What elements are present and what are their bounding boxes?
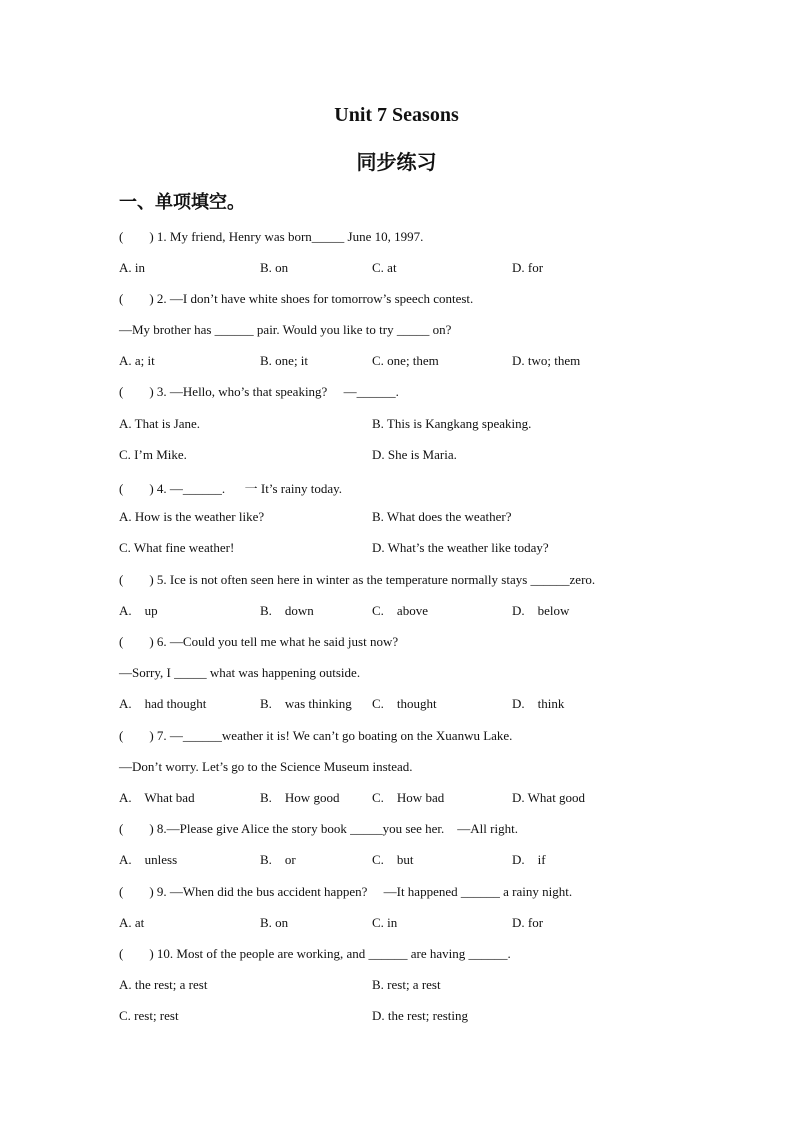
option-a: A. in (119, 260, 145, 275)
option-b: B. How good (260, 790, 340, 805)
option-c: C. I’m Mike. (119, 447, 187, 462)
option-b: B. down (260, 603, 314, 618)
question-stem: ( ) 7. —______weather it is! We can’t go boating on the Xuanwu Lake. (119, 728, 513, 743)
option-d: D. for (512, 260, 544, 275)
option-c: C. but (372, 852, 414, 867)
option-b: B. This is Kangkang speaking. (372, 416, 532, 431)
option-b: B. or (260, 852, 296, 867)
section-heading: 一、单项填空。 (119, 192, 245, 212)
option-d: D. for (512, 915, 544, 930)
option-c: C. one; them (372, 353, 439, 368)
option-c: C. at (372, 260, 397, 275)
page-subtitle: 同步练习 (356, 152, 437, 174)
option-b: B. rest; a rest (372, 977, 441, 992)
option-c: C. How bad (372, 790, 445, 805)
question-stem: ( ) 10. Most of the people are working, and ______ are having ______. (119, 946, 511, 961)
question-stem-line-2: —My brother has ______ pair. Would you like to try _____ on? (119, 322, 452, 337)
option-c: C. rest; rest (119, 1008, 179, 1023)
page-title: Unit 7 Seasons (334, 104, 459, 126)
option-a: A. the rest; a rest (119, 977, 208, 992)
option-b: B. was thinking (260, 696, 352, 711)
option-b: B. What does the weather? (372, 509, 512, 524)
option-a: A. unless (119, 852, 178, 867)
option-b: B. on (260, 260, 289, 275)
option-a: A. How is the weather like? (119, 509, 265, 524)
question-stem: ( ) 3. —Hello, who’s that speaking? —______. (119, 384, 399, 399)
question-stem: ( ) 4. —______. 一 It’s rainy today. (119, 481, 343, 496)
option-d: D. She is Maria. (372, 447, 457, 462)
option-d: D. the rest; resting (372, 1008, 469, 1023)
question-stem: ( ) 6. —Could you tell me what he said just now? (119, 634, 399, 649)
question-stem: ( ) 2. —I don’t have white shoes for tomorrow’s speech contest. (119, 291, 474, 306)
option-a: A. up (119, 603, 158, 618)
option-d: D. two; them (512, 353, 581, 368)
option-d: D. What good (512, 790, 586, 805)
option-d: D. What’s the weather like today? (372, 540, 549, 555)
option-a: A. What bad (119, 790, 195, 805)
option-b: B. on (260, 915, 289, 930)
option-d: D. below (512, 603, 570, 618)
option-c: C. above (372, 603, 428, 618)
question-stem: ( ) 8.—Please give Alice the story book _____you see her. —All right. (119, 821, 518, 836)
option-c: C. What fine weather! (119, 540, 235, 555)
option-a: A. at (119, 915, 145, 930)
option-c: C. thought (372, 696, 437, 711)
option-d: D. think (512, 696, 565, 711)
option-a: A. had thought (119, 696, 207, 711)
option-b: B. one; it (260, 353, 309, 368)
question-stem-line-2: —Don’t worry. Let’s go to the Science Museum instead. (119, 759, 413, 774)
question-stem: ( ) 9. —When did the bus accident happen? —It happened ______ a rainy night. (119, 884, 573, 899)
question-stem: ( ) 5. Ice is not often seen here in winter as the temperature normally stays ______zero. (119, 572, 596, 587)
option-a: A. That is Jane. (119, 416, 200, 431)
question-stem-line-2: —Sorry, I _____ what was happening outside. (119, 665, 361, 680)
question-stem: ( ) 1. My friend, Henry was born_____ June 10, 1997. (119, 229, 424, 244)
option-a: A. a; it (119, 353, 155, 368)
option-c: C. in (372, 915, 398, 930)
option-d: D. if (512, 852, 546, 867)
